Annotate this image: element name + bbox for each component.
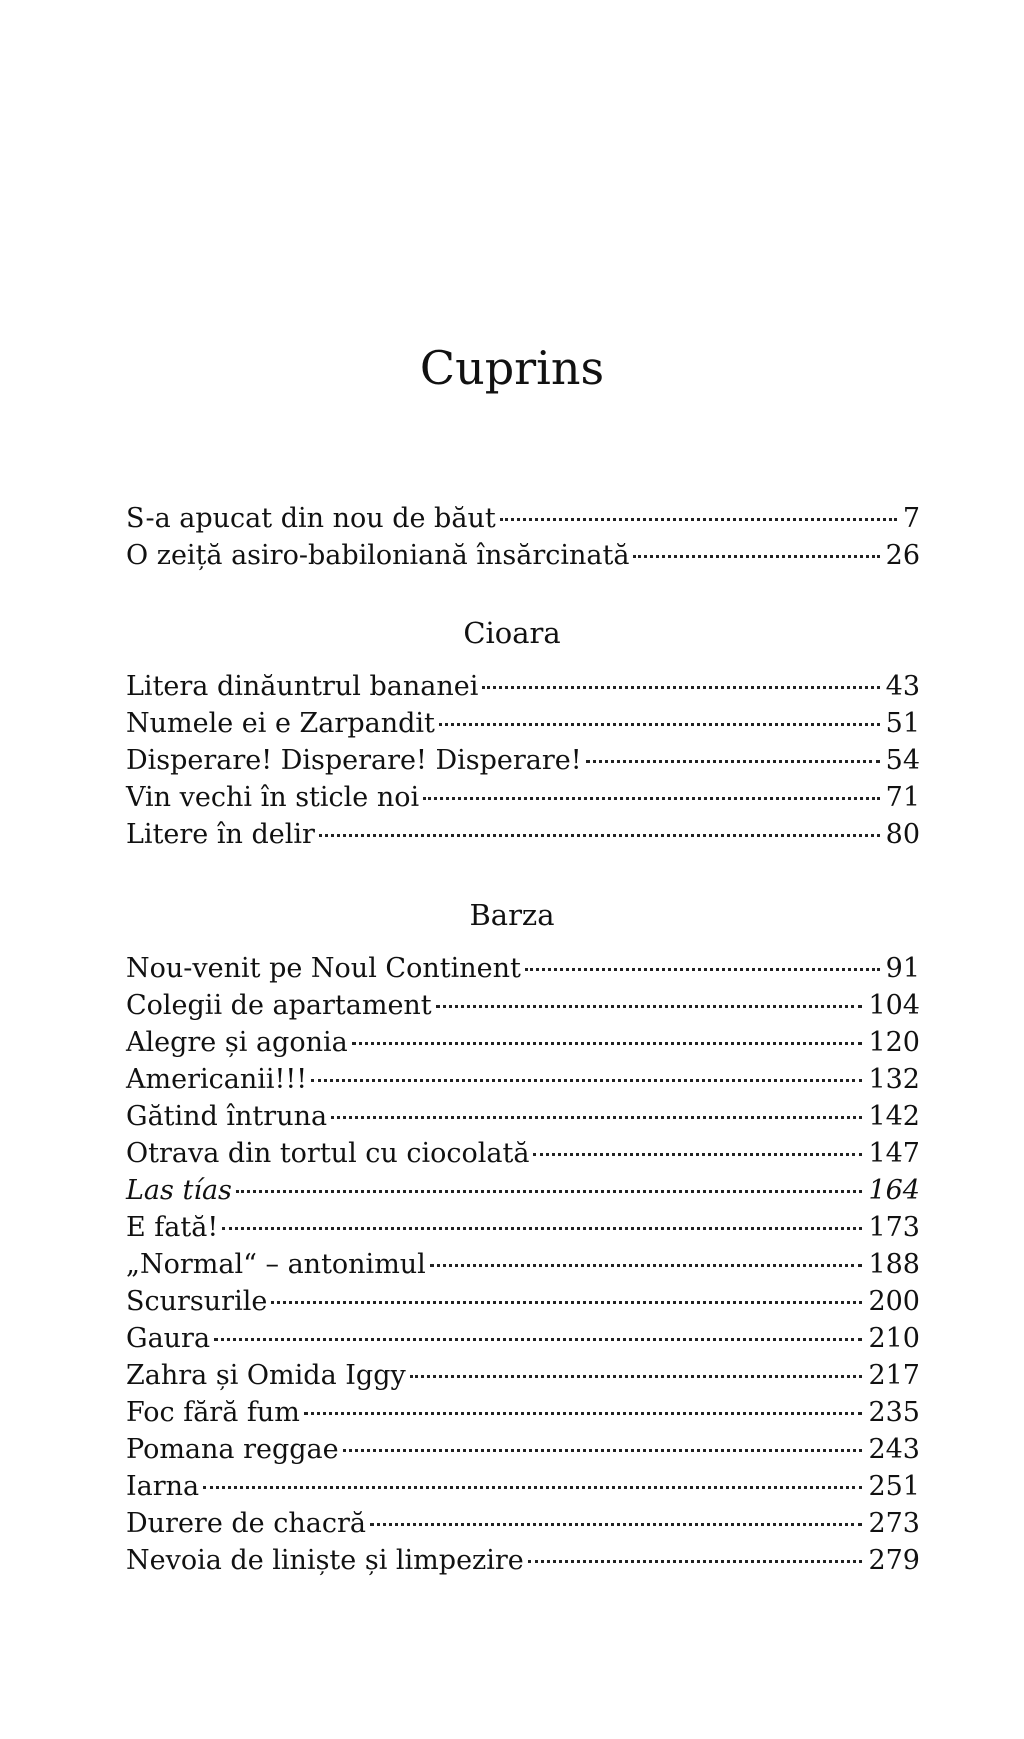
toc-entry-title: Americanii!!! <box>126 1064 308 1095</box>
toc-entry-title: Numele ei e Zarpandit <box>126 708 435 739</box>
toc-page-number: 235 <box>868 1397 920 1428</box>
toc-page-number: 91 <box>885 953 920 984</box>
toc-entry[interactable] <box>126 1320 920 1357</box>
toc-entry-title: Iarna <box>126 1471 200 1502</box>
toc-page-number: 147 <box>868 1138 920 1169</box>
toc-barza-list <box>126 950 920 1579</box>
toc-page-number: 51 <box>885 708 920 739</box>
dot-leader <box>304 1412 863 1415</box>
toc-entry[interactable] <box>126 1135 920 1172</box>
toc-entry-title: Nevoia de liniște și limpezire <box>126 1545 524 1576</box>
toc-entry-title: Otrava din tortul cu ciocolată <box>126 1138 530 1169</box>
toc-page-number: 210 <box>868 1323 920 1354</box>
toc-entry[interactable] <box>126 1172 920 1209</box>
dot-leader <box>586 760 880 763</box>
toc-entry[interactable] <box>126 537 920 574</box>
dot-leader <box>236 1190 863 1193</box>
toc-entry-title: E fată! <box>126 1212 219 1243</box>
toc-page-number: 43 <box>885 671 920 702</box>
dot-leader <box>271 1301 862 1304</box>
toc-entry[interactable] <box>126 1394 920 1431</box>
toc-entry[interactable] <box>126 1542 920 1579</box>
dot-leader <box>331 1116 862 1119</box>
toc-page-number: 243 <box>868 1434 920 1465</box>
toc-page-number: 217 <box>868 1360 920 1391</box>
toc-entry-title: Durere de chacră <box>126 1508 366 1539</box>
toc-entry[interactable] <box>126 816 920 853</box>
dot-leader <box>311 1079 862 1082</box>
dot-leader <box>500 518 897 521</box>
toc-page-number: 142 <box>868 1101 920 1132</box>
toc-entry[interactable] <box>126 1468 920 1505</box>
dot-leader <box>214 1338 862 1341</box>
toc-entry[interactable] <box>126 987 920 1024</box>
toc-intro-list <box>126 500 920 574</box>
toc-entry-title: Litera dinăuntrul bananei <box>126 671 479 702</box>
toc-page-number: 120 <box>868 1027 920 1058</box>
toc-page-number: 132 <box>868 1064 920 1095</box>
toc-entry-title: Litere în delir <box>126 819 315 850</box>
toc-entry-title: „Normal“ – antonimul <box>126 1249 426 1280</box>
toc-page-number: 251 <box>868 1471 920 1502</box>
toc-entry[interactable] <box>126 1209 920 1246</box>
dot-leader <box>528 1560 863 1563</box>
toc-entry[interactable] <box>126 1431 920 1468</box>
toc-page-number: 54 <box>885 745 920 776</box>
toc-page-number: 279 <box>868 1545 920 1576</box>
toc-entry-title: Alegre și agonia <box>126 1027 348 1058</box>
toc-entry-title: Vin vechi în sticle noi <box>126 782 420 813</box>
toc-page-number: 26 <box>885 540 920 571</box>
toc-cioara-list <box>126 668 920 853</box>
dot-leader <box>423 797 880 800</box>
toc-entry-title: Foc fără fum <box>126 1397 300 1428</box>
toc-page-number: 7 <box>902 503 920 534</box>
dot-leader <box>430 1264 863 1267</box>
toc-entry-title: Nou-venit pe Noul Continent <box>126 953 521 984</box>
toc-entry[interactable] <box>126 705 920 742</box>
toc-entry[interactable] <box>126 742 920 779</box>
toc-entry[interactable] <box>126 1061 920 1098</box>
dot-leader <box>525 968 880 971</box>
toc-page-number: 200 <box>868 1286 920 1317</box>
toc-entry[interactable] <box>126 950 920 987</box>
page-title: Cuprins <box>419 341 605 395</box>
toc-entry[interactable] <box>126 1357 920 1394</box>
dot-leader <box>370 1523 862 1526</box>
toc-entry[interactable] <box>126 1024 920 1061</box>
toc-entry[interactable] <box>126 500 920 537</box>
section-heading-barza: Barza <box>469 898 555 932</box>
toc-entry-title: Disperare! Disperare! Disperare! <box>126 745 582 776</box>
dot-leader <box>439 723 880 726</box>
toc-entry[interactable] <box>126 1505 920 1542</box>
dot-leader <box>203 1486 862 1489</box>
dot-leader <box>482 686 879 689</box>
toc-page-number: 80 <box>885 819 920 850</box>
section-heading-cioara: Cioara <box>463 616 561 650</box>
toc-page-number: 173 <box>868 1212 920 1243</box>
toc-page-number: 188 <box>868 1249 920 1280</box>
dot-leader <box>352 1042 863 1045</box>
dot-leader <box>222 1227 862 1230</box>
toc-entry-title: Zahra și Omida Iggy <box>126 1360 406 1391</box>
toc-page-number: 164 <box>868 1175 920 1206</box>
dot-leader <box>319 834 880 837</box>
toc-entry-title: Gaura <box>126 1323 211 1354</box>
toc-entry[interactable] <box>126 1246 920 1283</box>
toc-entry-title: Gătind întruna <box>126 1101 328 1132</box>
toc-entry-title: Scursurile <box>126 1286 268 1317</box>
dot-leader <box>436 1005 863 1008</box>
toc-entry-title: Pomana reggae <box>126 1434 339 1465</box>
toc-entry[interactable] <box>126 668 920 705</box>
toc-page-number: 71 <box>885 782 920 813</box>
toc-entry[interactable] <box>126 1098 920 1135</box>
dot-leader <box>533 1153 862 1156</box>
toc-entry-title: S-a apucat din nou de băut <box>126 503 496 534</box>
toc-page-number: 273 <box>868 1508 920 1539</box>
toc-entry[interactable] <box>126 779 920 816</box>
toc-entry-title: Las tías <box>126 1175 232 1206</box>
toc-page-number: 104 <box>868 990 920 1021</box>
toc-entry[interactable] <box>126 1283 920 1320</box>
dot-leader <box>410 1375 863 1378</box>
dot-leader <box>633 555 879 558</box>
toc-entry-title: O zeiță asiro-babiloniană însărcinată <box>126 540 630 571</box>
dot-leader <box>343 1449 863 1452</box>
toc-entry-title: Colegii de apartament <box>126 990 432 1021</box>
